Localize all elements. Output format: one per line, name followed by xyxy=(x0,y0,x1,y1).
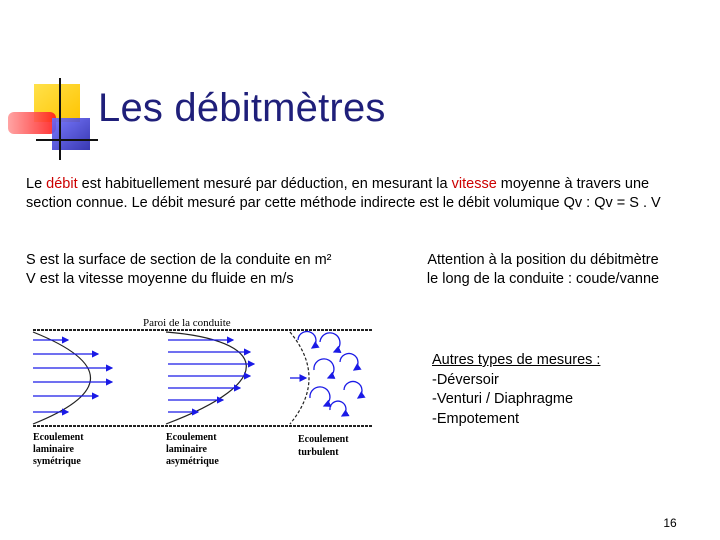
other-types-heading: Autres types de mesures : xyxy=(432,352,601,368)
label-laminar-symmetric: Ecoulement laminaire symétrique xyxy=(33,432,84,467)
keyword-vitesse: vitesse xyxy=(451,176,497,192)
other-measurement-types xyxy=(432,351,662,429)
laminar-asymmetric-profile xyxy=(166,332,254,424)
definition-velocity: V est la vitesse moyenne du fluide en m/s xyxy=(26,271,294,287)
definition-surface: S est la surface de section de la conduite en m² xyxy=(26,252,332,268)
list-item: -Déversoir xyxy=(432,371,499,388)
label-turbulent: Ecoulement turbulent xyxy=(298,434,349,458)
attention-note: Attention à la position du débitmètre le long de la conduite : coude/vanne xyxy=(426,252,660,287)
logo-squares-icon xyxy=(0,0,100,165)
laminar-symmetric-profile xyxy=(33,332,112,424)
page-number: 16 xyxy=(663,516,677,530)
definitions xyxy=(26,251,386,289)
list-item: -Empotement xyxy=(432,410,520,427)
keyword-debit: débit xyxy=(46,176,78,192)
pipe-wall-label: Paroi de la conduite xyxy=(143,317,231,329)
turbulent-profile xyxy=(290,332,362,424)
flow-profile-diagram xyxy=(28,312,378,477)
label-laminar-asymmetric: Ecoulement laminaire asymétrique xyxy=(166,432,219,467)
list-item: -Venturi / Diaphragme xyxy=(432,391,574,407)
slide-title: Les débitmètres xyxy=(98,86,386,130)
intro-paragraph: Le débit est habituellement mesuré par déduction, en mesurant la vitesse moyenne à travers une section connue. Le débit mesuré par cette méthode indirecte est le débit volumique Qv : Qv = S . V xyxy=(26,176,661,211)
